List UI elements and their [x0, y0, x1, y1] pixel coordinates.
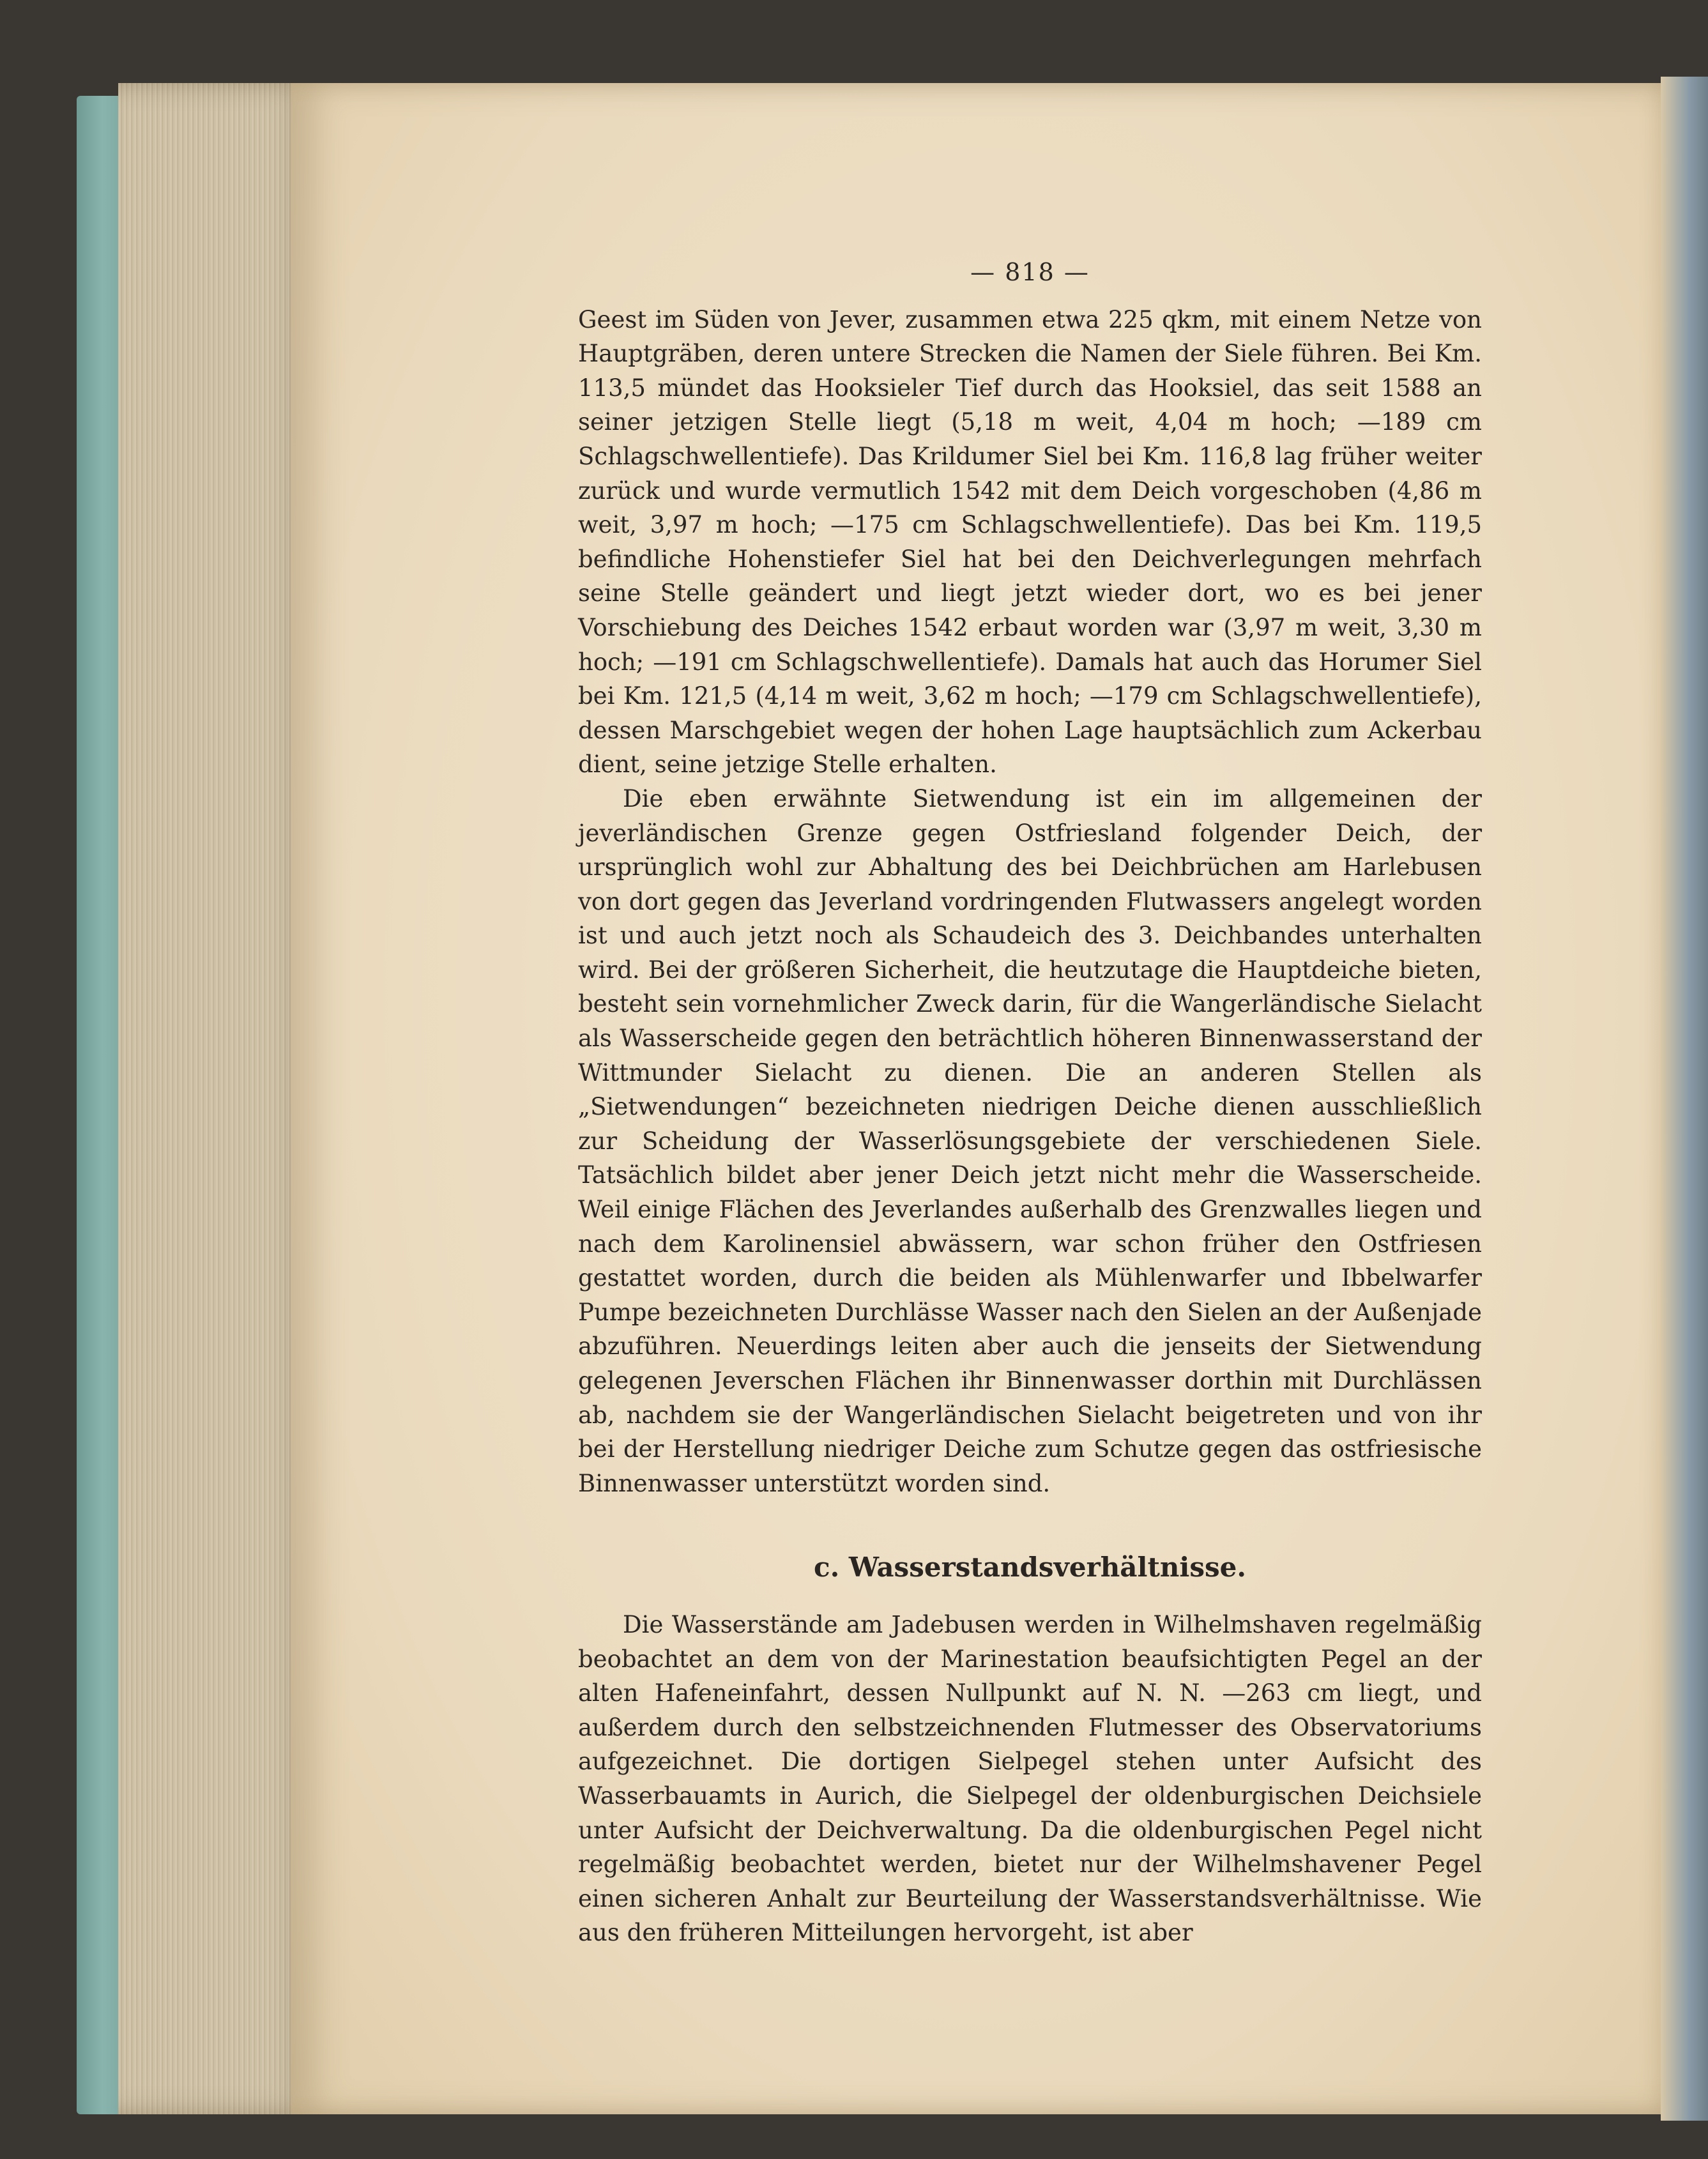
section-label: c.: [814, 1552, 840, 1583]
paragraph-2: Die eben erwähnte Sietwendung ist ein im allgemeinen der jeverländischen Grenze gegen Ostfriesland folgender Deich, der ursprünglich wohl zur Abhaltung des bei Deichbrüchen am Harlebusen von dort gegen das Jeverland vordringenden Flutwassers angelegt worden ist und auch jetzt noch als Schaudeich des 3. Deichbandes unterhalten wird. Bei der größeren Sicherheit, die heutzutage die Hauptdeiche bieten, besteht sein vornehmlicher Zweck darin, für die Wangerländische Sielacht als Wasserscheide gegen den beträchtlich höheren Binnenwasserstand der Wittmunder Sielacht zu dienen. Die an anderen Stellen als „Sietwendungen“ bezeichneten niedrigen Deiche dienen ausschließlich zur Scheidung der Wasserlösungsgebiete der verschiedenen Siele. Tatsächlich bildet aber jener Deich jetzt nicht mehr die Wasserscheide. Weil einige Flächen des Jeverlandes außerhalb des Grenzwalles liegen und nach dem Karolinensiel abwässern, war schon früher den Ostfriesen gestattet worden, durch die beiden als Mühlenwarfer und Ibbelwarfer Pumpe bezeichneten Durchlässe Wasser nach den Sielen an der Außenjade abzuführen. Neuerdings leiten aber auch die jenseits der Sietwendung gelegenen Jeverschen Flächen ihr Binnenwasser dorthin mit Durchlässen ab, nachdem sie der Wangerländischen Sielacht beigetreten und von ihr bei der Herstellung niedriger Deiche zum Schutze gegen das ostfriesische Binnenwasser unterstützt worden sind.: [578, 784, 1482, 1497]
paragraph-3: Die Wasserstände am Jadebusen werden in Wilhelmshaven regelmäßig beobachtet an dem von der Marinestation beaufsichtigten Pegel an der alten Hafeneinfahrt, dessen Nullpunkt auf N. N. —263 cm liegt, und außerdem durch den selbstzeichnenden Flutmesser des Observatoriums aufgezeichnet. Die dortigen Sielpegel stehen unter Aufsicht des Wasserbauamts in Aurich, die Sielpegel der oldenburgischen Deichsiele unter Aufsicht der Deichverwaltung. Da die oldenburgischen Pegel nicht regelmäßig beobachtet werden, bietet nur der Wilhelmshavener Pegel einen sicheren Anhalt zur Beurteilung der Wasserstandsverhältnisse. Wie aus den früheren Mitteilungen hervorgeht, ist aber: [578, 1610, 1482, 1947]
section-title: Wasserstandsverhältnisse.: [848, 1552, 1246, 1583]
page-content: [578, 256, 1482, 1950]
page-stack: [118, 83, 316, 2114]
page-number: — 818 —: [970, 258, 1090, 286]
paragraph-1: Geest im Süden von Jever, zusammen etwa 225 qkm, mit einem Netze von Hauptgräben, deren untere Strecken die Namen der Siele führen. Bei Km. 113,5 mündet das Hooksieler Tief durch das Hooksiel, das seit 1588 an seiner jetzigen Stelle liegt (5,18 m weit, 4,04 m hoch; —189 cm Schlagschwellentiefe). Das Krildumer Siel bei Km. 116,8 lag früher weiter zurück und wurde vermutlich 1542 mit dem Deich vorgeschoben (4,86 m weit, 3,97 m hoch; —175 cm Schlagschwellentiefe). Das bei Km. 119,5 befindliche Hohenstiefer Siel hat bei den Deichverlegungen mehrfach seine Stelle geändert und liegt jetzt wieder dort, wo es bei jener Vorschiebung des Deiches 1542 erbaut worden war (3,97 m weit, 3,30 m hoch; —191 cm Schlagschwellentiefe). Damals hat auch das Horumer Siel bei Km. 121,5 (4,14 m weit, 3,62 m hoch; —179 cm Schlagschwellentiefe), dessen Marschgebiet wegen der hohen Lage hauptsächlich zum Ackerbau dient, seine jetzige Stelle erhalten.: [578, 305, 1482, 779]
facing-page-edge: [1661, 77, 1708, 2121]
section-heading: [578, 1550, 1482, 1585]
